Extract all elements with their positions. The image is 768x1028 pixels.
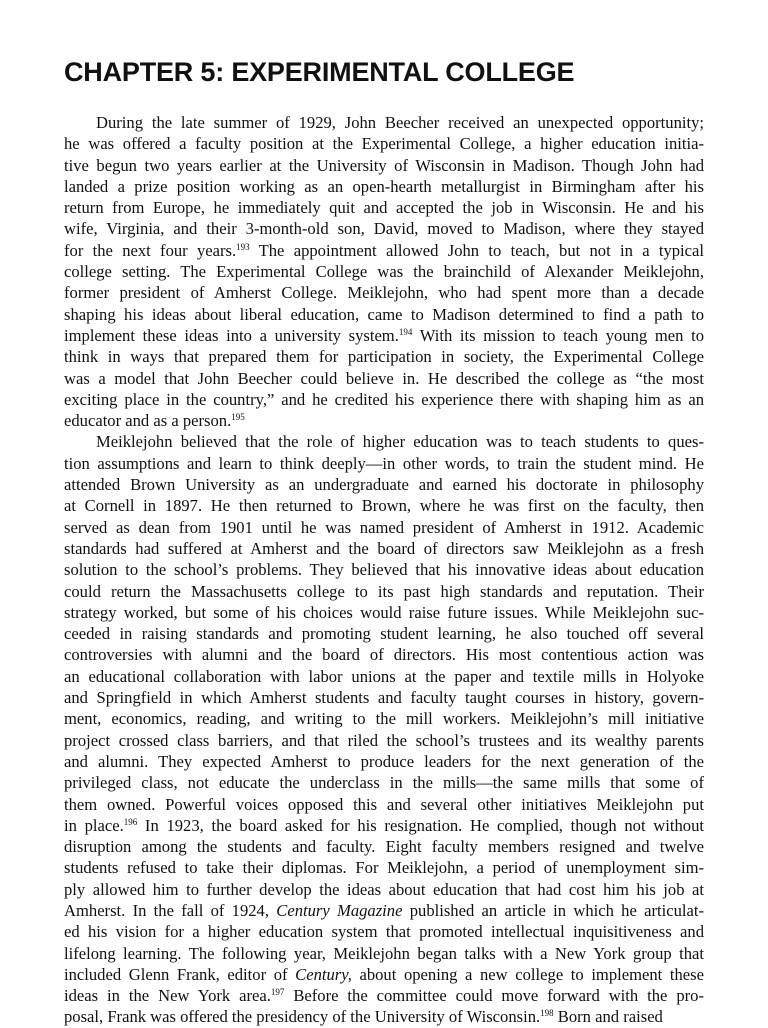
footnote-ref: 196 xyxy=(123,816,138,827)
text-line xyxy=(64,240,704,261)
text-line xyxy=(64,368,704,389)
text-line xyxy=(64,836,704,857)
text-run: disruption among the students and faculty. Eight faculty members resigned and twelve xyxy=(64,837,704,857)
text-run: and Springfield in which Amherst students and faculty taught courses in history, govern- xyxy=(64,688,704,708)
text-run: return from Europe, he immediately quit and accepted the job in Wisconsin. He and his xyxy=(64,198,704,218)
text-run: implement these ideas into a university system. xyxy=(64,325,399,345)
chapter-title: CHAPTER 5: EXPERIMENTAL COLLEGE xyxy=(64,57,575,87)
text-line xyxy=(64,794,704,815)
text-line xyxy=(64,1006,704,1027)
text-run: educator and as a person. xyxy=(64,411,232,431)
text-run: students refused to take their diplomas. For Meiklejohn, a period of unemployment sim- xyxy=(64,858,704,878)
text-run: exciting place in the country,” and he credited his experience there with shaping him as an xyxy=(64,389,704,409)
footnote-ref: 198 xyxy=(540,1008,554,1019)
text-run: in place. xyxy=(64,815,124,835)
text-line xyxy=(64,155,704,176)
text-run: controversies with alumni and the board of directors. His most contentious action was xyxy=(64,645,704,665)
text-run: at Cornell in 1897. He then returned to Brown, where he was first on the faculty, then xyxy=(64,496,704,516)
text-line xyxy=(64,325,704,346)
footnote-ref: 193 xyxy=(236,241,250,252)
text-line xyxy=(64,410,704,431)
text-run: was a model that John Beecher could believe in. He described the college as “the most xyxy=(64,368,704,388)
text-run: wife, Virginia, and their 3-month-old son, David, moved to Madison, where they stayed xyxy=(64,219,704,239)
text-line xyxy=(64,985,704,1006)
text-line xyxy=(64,133,704,154)
text-run: With its mission to teach young men to xyxy=(412,325,704,345)
text-line xyxy=(64,751,704,772)
text-run: could return the Massachusetts college to its past high standards and reputation. Their xyxy=(64,581,704,601)
text-run: In 1923, the board asked for his resignation. He complied, though not without xyxy=(137,815,704,835)
text-run: Meiklejohn believed that the role of higher education was to teach students to ques- xyxy=(96,432,704,452)
text-run: lifelong learning. The following year, Meiklejohn began talks with a New York group that xyxy=(64,943,704,963)
paragraph xyxy=(64,431,704,1027)
text-run: think in ways that prepared them for participation in society, the Experimental College xyxy=(64,347,704,367)
text-line xyxy=(64,389,704,410)
text-line xyxy=(64,879,704,900)
text-run: he was offered a faculty position at the Experimental College, a higher education initia- xyxy=(64,134,704,154)
text-run: Amherst. In the fall of 1924, xyxy=(64,900,277,920)
text-line xyxy=(64,495,704,516)
text-line xyxy=(64,261,704,282)
text-line xyxy=(64,218,704,239)
footnote-ref: 197 xyxy=(270,987,285,998)
text-run: project crossed class barriers, and that riled the school’s trustees and its wealthy parents xyxy=(64,730,704,750)
text-run: former president of Amherst College. Meiklejohn, who had spent more than a decade xyxy=(64,283,704,303)
body-text xyxy=(64,112,704,1028)
text-line xyxy=(64,602,704,623)
text-line xyxy=(64,197,704,218)
text-line xyxy=(64,474,704,495)
text-run: published an article in which he articulat- xyxy=(402,900,704,920)
text-run: included Glenn Frank, editor of xyxy=(64,964,296,984)
text-run: and alumni. They expected Amherst to produce leaders for the next generation of the xyxy=(64,751,704,771)
text-line xyxy=(64,112,704,133)
text-run: tive begun two years earlier at the University of Wisconsin in Madison. Though John had xyxy=(64,155,704,175)
text-run: attended Brown University as an undergraduate and earned his doctorate in philosophy xyxy=(64,475,704,495)
text-run: During the late summer of 1929, John Beecher received an unexpected opportunity; xyxy=(96,113,704,132)
text-line xyxy=(64,921,704,942)
text-line xyxy=(64,666,704,687)
text-run: The appointment allowed John to teach, but not in a typical xyxy=(249,240,704,260)
footnote-ref: 195 xyxy=(231,412,245,423)
text-run: posal, Frank was offered the presidency of the University of Wisconsin. xyxy=(64,1007,541,1027)
text-run: privileged class, not educate the underclass in the mills—the same mills that some of xyxy=(64,773,704,793)
text-line xyxy=(64,453,704,474)
text-run: Before the committee could move forward with the pro- xyxy=(284,986,704,1006)
text-line xyxy=(64,304,704,325)
text-line xyxy=(64,581,704,602)
text-run: college setting. The Experimental College was the brainchild of Alexander Meiklejohn, xyxy=(64,262,704,282)
text-run: strategy worked, but some of his choices would raise future issues. While Meiklejohn suc- xyxy=(64,602,704,622)
text-line xyxy=(64,176,704,197)
text-line xyxy=(64,623,704,644)
text-run: Born and raised xyxy=(553,1007,663,1027)
text-line xyxy=(64,730,704,751)
text-run: landed a prize position working as an open-hearth metallurgist in Birmingham after his xyxy=(64,176,704,196)
text-run: ed his vision for a higher education system that promoted intellectual inquisitiveness and xyxy=(64,922,704,942)
text-run: about opening a new college to implement these xyxy=(351,964,704,984)
text-line xyxy=(64,900,704,921)
text-run: shaping his ideas about liberal education, came to Madison determined to find a path to xyxy=(64,304,704,324)
text-line xyxy=(64,559,704,580)
paragraph xyxy=(64,112,704,431)
text-run: ment, economics, reading, and writing to the mill workers. Meiklejohn’s mill initiative xyxy=(64,709,704,729)
text-run: ply allowed him to further develop the ideas about education that had cost him his job at xyxy=(64,879,704,899)
text-line xyxy=(64,815,704,836)
footnote-ref: 194 xyxy=(398,326,413,337)
text-line xyxy=(64,517,704,538)
text-line xyxy=(64,708,704,729)
text-run: ideas in the New York area. xyxy=(64,986,271,1006)
text-line xyxy=(64,644,704,665)
text-run: for the next four years. xyxy=(64,240,237,260)
text-line xyxy=(64,964,704,985)
text-run: an educational collaboration with labor unions at the paper and textile mills in Holyoke xyxy=(64,666,704,686)
text-line xyxy=(64,687,704,708)
text-run: solution to the school’s problems. They believed that his innovative ideas about education xyxy=(64,560,704,580)
text-line xyxy=(64,538,704,559)
text-line xyxy=(64,772,704,793)
text-run: served as dean from 1901 until he was named president of Amherst in 1912. Academic xyxy=(64,517,704,537)
text-run: standards had suffered at Amherst and the board of directors saw Meiklejohn as a fresh xyxy=(64,538,704,558)
text-line xyxy=(64,282,704,303)
text-run: ceeded in raising standards and promoting student learning, he also touched off several xyxy=(64,624,704,644)
text-line xyxy=(64,943,704,964)
text-run: tion assumptions and learn to think deeply—in other words, to train the student mind. He xyxy=(64,453,704,473)
text-line xyxy=(64,431,704,452)
italic-title: Century, xyxy=(295,964,352,984)
italic-title: Century Magazine xyxy=(276,900,403,920)
text-line xyxy=(64,346,704,367)
text-run: them owned. Powerful voices opposed this and several other initiatives Meiklejohn put xyxy=(64,794,704,814)
text-line xyxy=(64,857,704,878)
